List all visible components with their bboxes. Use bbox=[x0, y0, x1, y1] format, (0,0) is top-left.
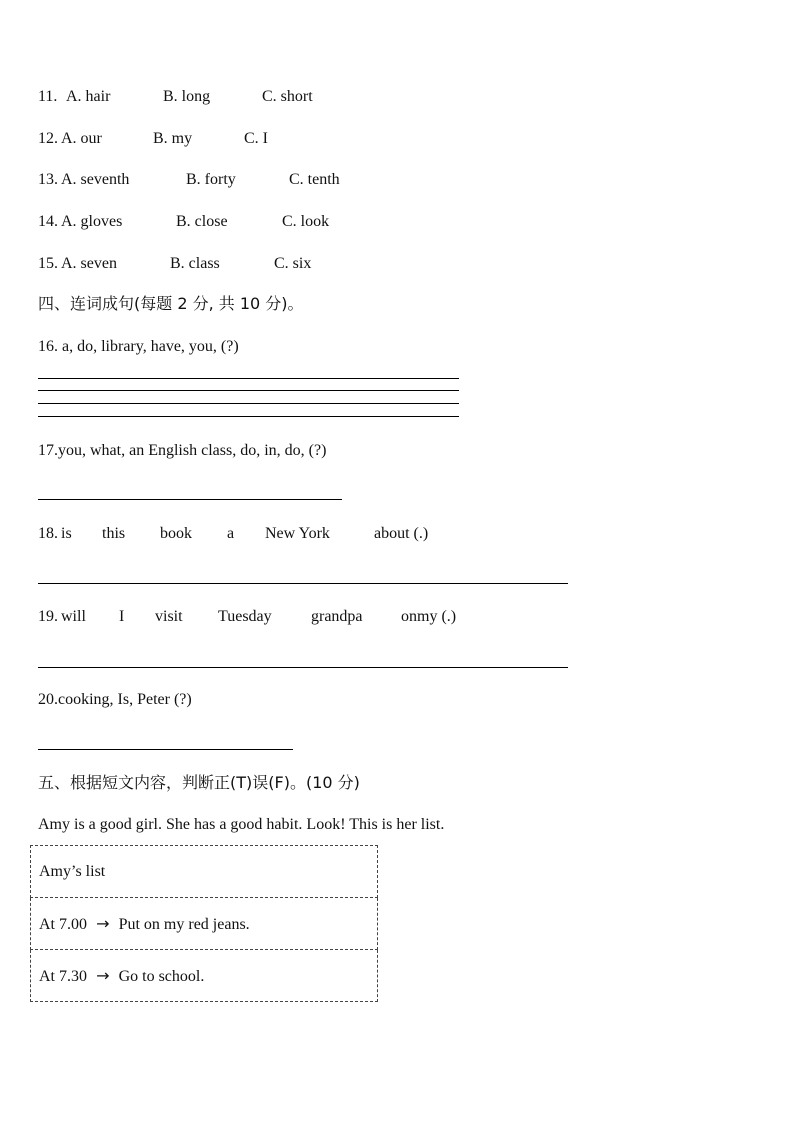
word: about (.) bbox=[374, 525, 429, 542]
question-number: 14. bbox=[38, 213, 58, 230]
question-13 bbox=[38, 170, 368, 190]
option-c: C. I bbox=[244, 130, 268, 147]
option-c: C. look bbox=[282, 213, 330, 230]
table-row bbox=[31, 898, 378, 950]
arrow-right-icon: → bbox=[91, 913, 115, 933]
question-number: 19. bbox=[38, 608, 58, 625]
answer-line bbox=[38, 667, 568, 668]
question-12 bbox=[38, 129, 368, 149]
section-5-heading: 五、根据短文内容，判断正(T)误(F)。(10 分) bbox=[38, 773, 360, 792]
option-a: A. seventh bbox=[61, 171, 130, 188]
question-number: 13. bbox=[38, 171, 58, 188]
option-c: C. tenth bbox=[289, 171, 340, 188]
option-a: A. our bbox=[61, 130, 102, 147]
answer-line bbox=[38, 390, 459, 391]
question-number: 11. bbox=[38, 88, 58, 105]
question-11 bbox=[38, 87, 368, 107]
word: onmy (.) bbox=[401, 608, 457, 625]
list-text: Go to school. bbox=[118, 967, 205, 985]
amy-list-table bbox=[30, 845, 378, 1002]
answer-line bbox=[38, 583, 568, 584]
option-b: B. close bbox=[176, 213, 228, 230]
word: a bbox=[227, 525, 235, 542]
question-number: 15. bbox=[38, 255, 58, 272]
word: grandpa bbox=[311, 608, 363, 625]
option-c: C. short bbox=[262, 88, 313, 105]
question-number: 18. bbox=[38, 525, 58, 542]
option-b: B. my bbox=[153, 130, 193, 147]
word: visit bbox=[155, 608, 183, 625]
question-18 bbox=[38, 524, 458, 544]
word: Tuesday bbox=[218, 608, 272, 625]
arrow-right-icon: → bbox=[91, 965, 115, 985]
word: will bbox=[61, 608, 86, 625]
answer-line bbox=[38, 416, 459, 417]
option-c: C. six bbox=[274, 255, 312, 272]
option-a: A. seven bbox=[61, 255, 117, 272]
answer-line bbox=[38, 499, 342, 500]
list-item bbox=[31, 898, 378, 950]
question-15 bbox=[38, 254, 368, 274]
list-time: At 7.30 bbox=[39, 967, 87, 985]
word: I bbox=[119, 608, 125, 625]
option-a: A. hair bbox=[66, 88, 111, 105]
answer-line bbox=[38, 749, 293, 750]
question-20: 20.cooking, Is, Peter (?) bbox=[38, 691, 192, 708]
table-row bbox=[31, 846, 378, 898]
question-number: 12. bbox=[38, 130, 58, 147]
section-4-heading: 四、连词成句(每题 2 分, 共 10 分)。 bbox=[38, 294, 304, 313]
list-time: At 7.00 bbox=[39, 915, 87, 933]
question-17: 17.you, what, an English class, do, in, do, (?) bbox=[38, 442, 327, 459]
list-title: Amy’s list bbox=[31, 846, 378, 898]
list-item bbox=[31, 950, 378, 1002]
list-text: Put on my red jeans. bbox=[118, 915, 250, 933]
word: this bbox=[102, 525, 126, 542]
table-row bbox=[31, 950, 378, 1002]
question-16: 16. a, do, library, have, you, (?) bbox=[38, 338, 239, 355]
answer-line bbox=[38, 403, 459, 404]
word: book bbox=[160, 525, 192, 542]
option-b: B. forty bbox=[186, 171, 236, 188]
question-19 bbox=[38, 607, 478, 627]
word: is bbox=[61, 525, 72, 542]
option-b: B. class bbox=[170, 255, 220, 272]
option-a: A. gloves bbox=[61, 213, 123, 230]
answer-line bbox=[38, 378, 459, 379]
word: New York bbox=[265, 525, 330, 542]
passage-intro: Amy is a good girl. She has a good habit. Look! This is her list. bbox=[38, 816, 445, 833]
question-14 bbox=[38, 212, 368, 232]
option-b: B. long bbox=[163, 88, 211, 105]
